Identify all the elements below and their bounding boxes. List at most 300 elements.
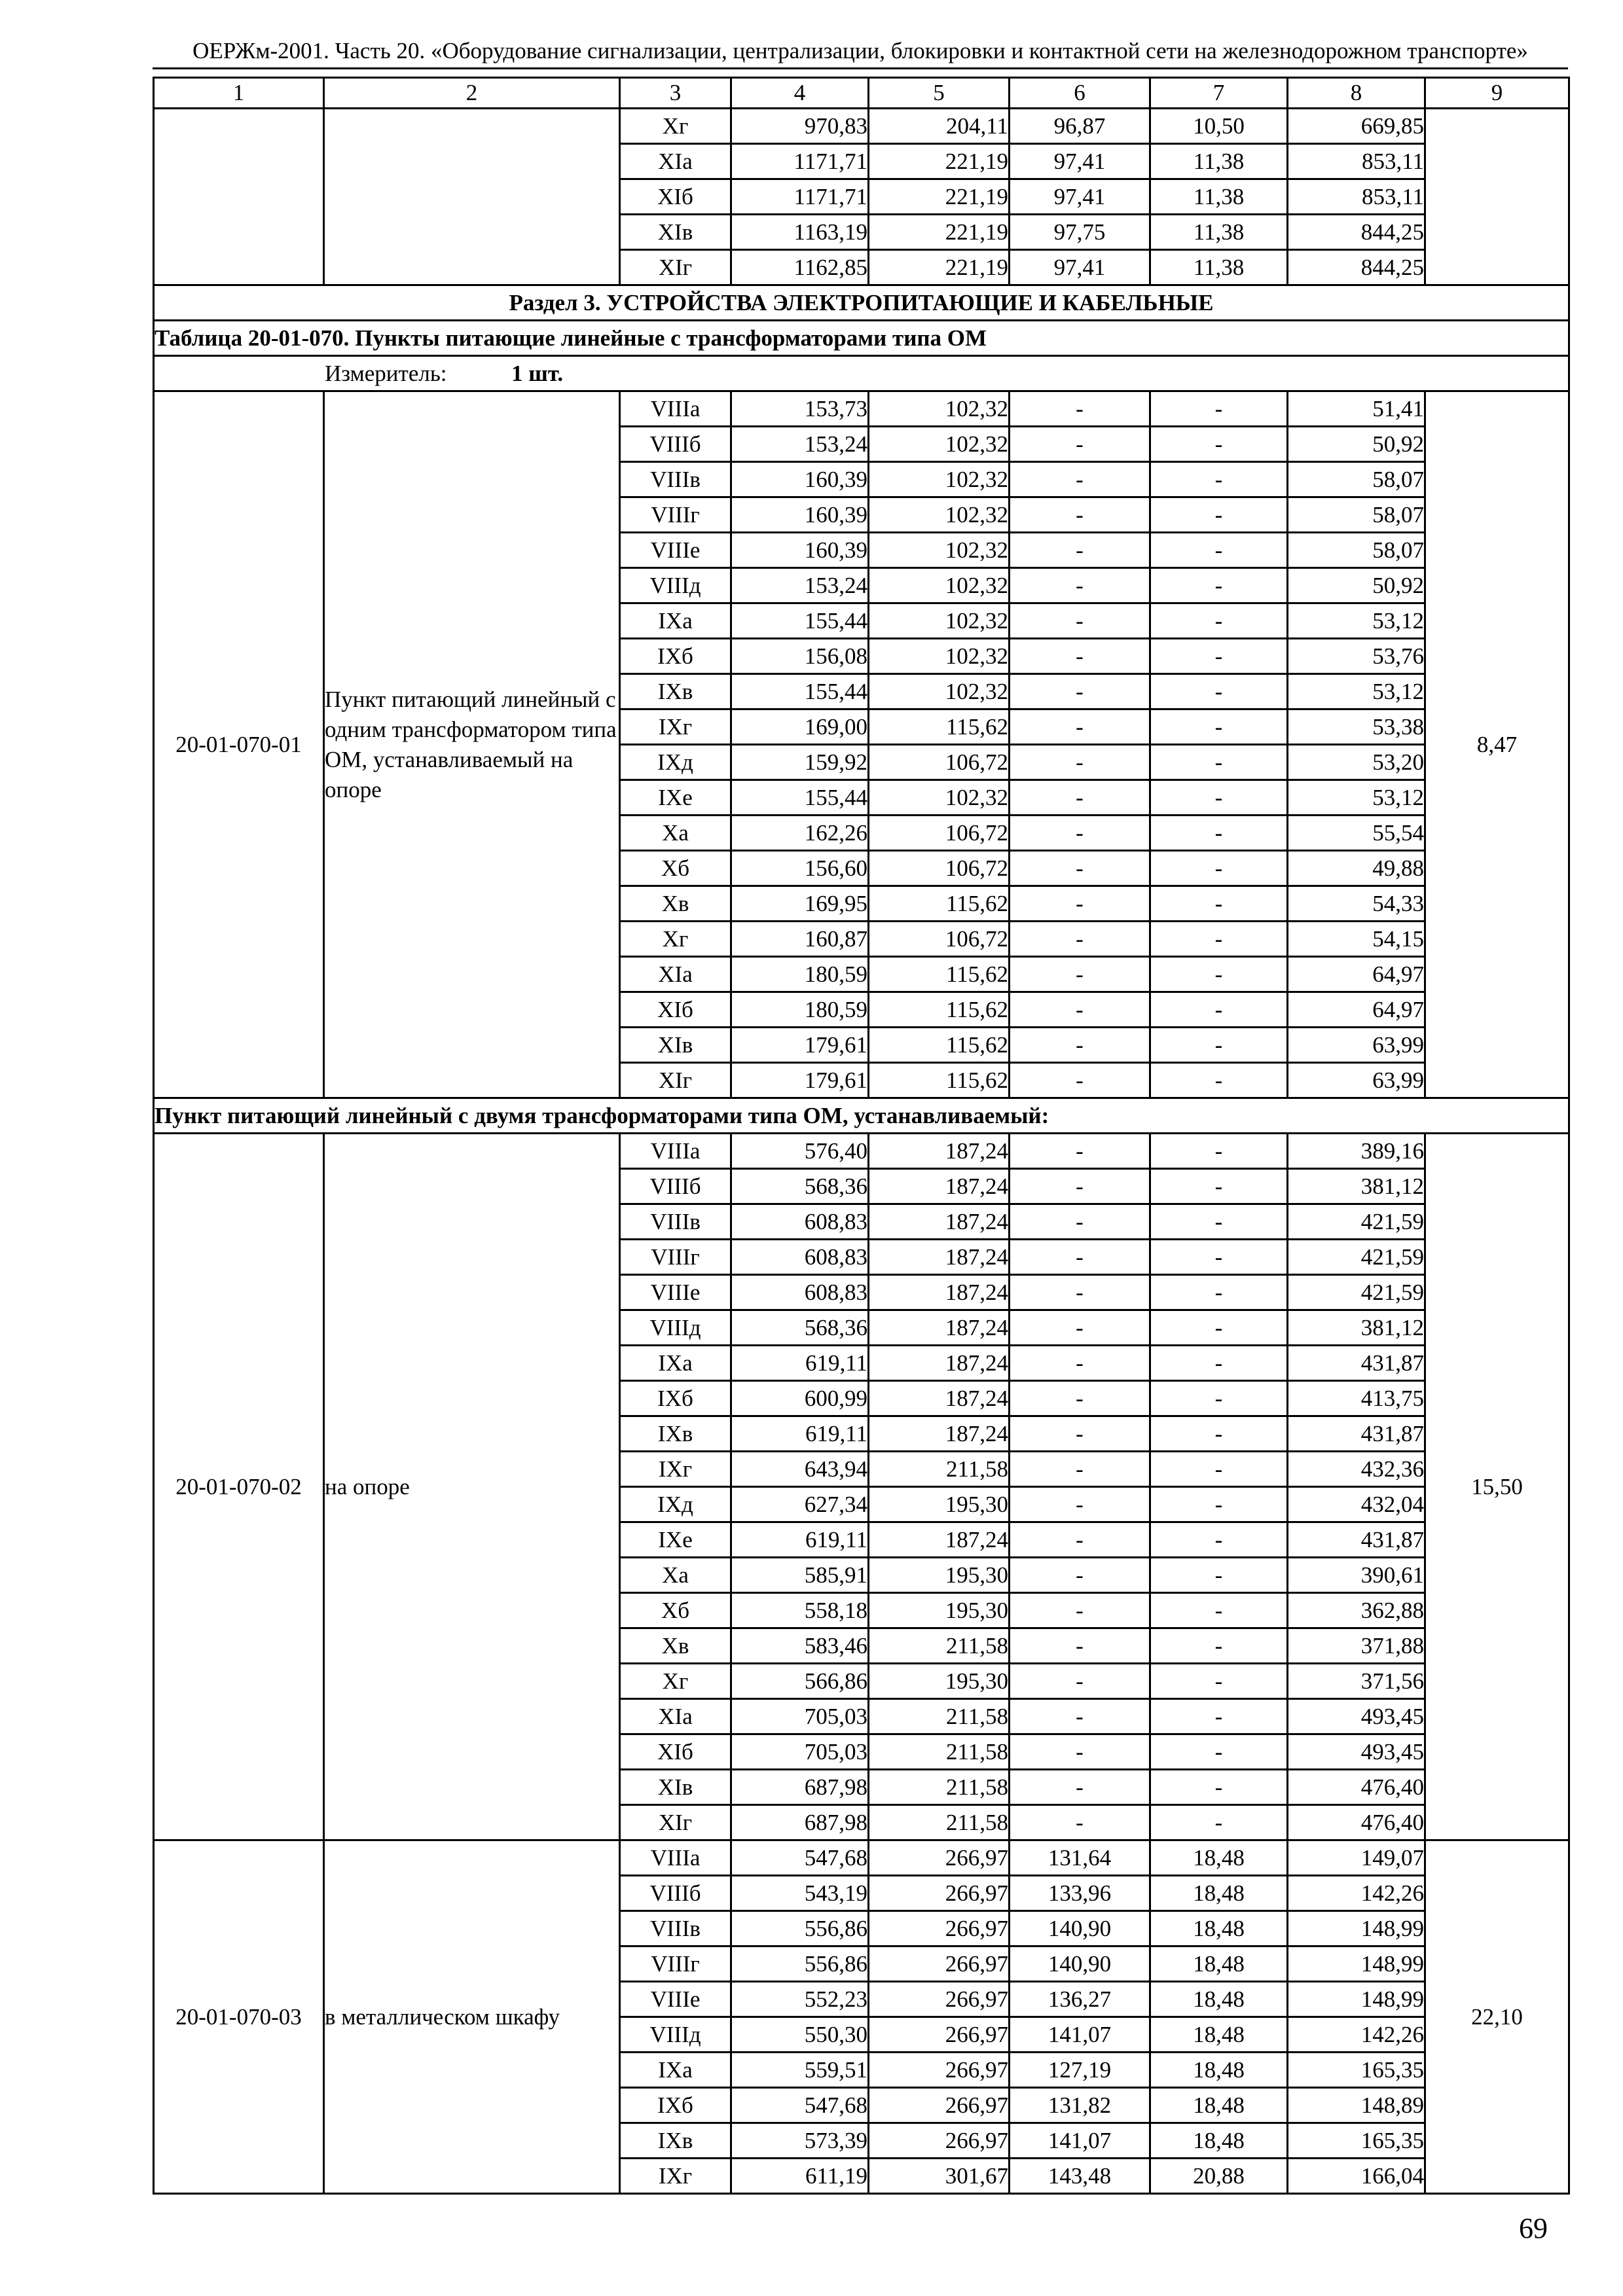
total-cost-cell: 160,87 (731, 922, 869, 957)
machinist-wages-cell: - (1150, 1381, 1288, 1416)
table-row (154, 1134, 1569, 1169)
total-cost-cell: 556,86 (731, 1911, 869, 1946)
total-cost-cell: 547,68 (731, 2088, 869, 2123)
zone-cell: Хг (620, 1664, 731, 1699)
machinist-wages-cell: - (1150, 780, 1288, 816)
machinist-wages-cell: 18,48 (1150, 1982, 1288, 2017)
description-cell: в металлическом шкафу (324, 1840, 620, 2194)
total-cost-cell: 169,00 (731, 709, 869, 745)
zone-cell: VIIIе (620, 1982, 731, 2017)
zone-cell: VIIIг (620, 1946, 731, 1982)
zone-cell: Хг (620, 922, 731, 957)
materials-cell: 431,87 (1288, 1346, 1425, 1381)
description-cell: Пункт питающий линейный с одним трансформатором типа ОМ, устанавливаемый на опоре (324, 391, 620, 1098)
wages-cell: 187,24 (869, 1310, 1010, 1346)
machinist-wages-cell: 20,88 (1150, 2159, 1288, 2194)
materials-cell: 432,04 (1288, 1487, 1425, 1522)
machinist-wages-cell: - (1150, 1558, 1288, 1593)
zone-cell: ХIв (620, 1770, 731, 1805)
wages-cell: 106,72 (869, 745, 1010, 780)
machinist-wages-cell: - (1150, 568, 1288, 603)
unit-cell (154, 356, 1569, 391)
total-cost-cell: 547,68 (731, 1840, 869, 1876)
machines-cell: 141,07 (1010, 2123, 1150, 2159)
materials-cell: 50,92 (1288, 568, 1425, 603)
materials-cell: 853,11 (1288, 179, 1425, 215)
total-cost-cell: 160,39 (731, 533, 869, 568)
machines-cell: - (1010, 1063, 1150, 1098)
total-cost-cell: 159,92 (731, 745, 869, 780)
materials-cell: 431,87 (1288, 1416, 1425, 1452)
labor-norm-cell: 15,50 (1425, 1134, 1569, 1840)
table-row (154, 391, 1569, 427)
zone-cell: Хв (620, 1628, 731, 1664)
machines-cell: 131,64 (1010, 1840, 1150, 1876)
column-number: 2 (324, 78, 620, 109)
total-cost-cell: 627,34 (731, 1487, 869, 1522)
machines-cell: - (1010, 1134, 1150, 1169)
zone-cell: IХг (620, 2159, 731, 2194)
code-cell: 20-01-070-03 (154, 1840, 324, 2194)
materials-cell: 493,45 (1288, 1699, 1425, 1734)
materials-cell: 165,35 (1288, 2123, 1425, 2159)
code-cell: 20-01-070-01 (154, 391, 324, 1098)
total-cost-cell: 687,98 (731, 1805, 869, 1840)
machines-cell: - (1010, 992, 1150, 1028)
materials-cell: 389,16 (1288, 1134, 1425, 1169)
unit-value: 1 шт. (511, 360, 564, 386)
zone-cell: IХа (620, 2053, 731, 2088)
materials-cell: 421,59 (1288, 1240, 1425, 1275)
total-cost-cell: 568,36 (731, 1169, 869, 1204)
machines-cell: - (1010, 603, 1150, 639)
machines-cell: 140,90 (1010, 1911, 1150, 1946)
machines-cell: - (1010, 1699, 1150, 1734)
zone-cell: IХг (620, 1452, 731, 1487)
materials-cell: 148,99 (1288, 1946, 1425, 1982)
materials-cell: 493,45 (1288, 1734, 1425, 1770)
wages-cell: 115,62 (869, 886, 1010, 922)
subheading-row (154, 1098, 1569, 1134)
zone-cell: ХIа (620, 1699, 731, 1734)
wages-cell: 211,58 (869, 1452, 1010, 1487)
zone-cell: ХIг (620, 1805, 731, 1840)
zone-cell: IХб (620, 639, 731, 674)
description-cell (324, 109, 620, 285)
zone-cell: IХа (620, 603, 731, 639)
machines-cell: 97,75 (1010, 215, 1150, 250)
wages-cell: 211,58 (869, 1770, 1010, 1805)
machinist-wages-cell: - (1150, 533, 1288, 568)
materials-cell: 142,26 (1288, 2017, 1425, 2053)
machinist-wages-cell: - (1150, 1452, 1288, 1487)
wages-cell: 102,32 (869, 533, 1010, 568)
wages-cell: 102,32 (869, 568, 1010, 603)
machinist-wages-cell: 18,48 (1150, 1911, 1288, 1946)
zone-cell: ХIв (620, 1028, 731, 1063)
materials-cell: 166,04 (1288, 2159, 1425, 2194)
running-header: ОЕРЖм-2001. Часть 20. «Оборудование сигнализации, централизации, блокировки и контактной сети на железнодорожном транспорте» (192, 38, 1528, 63)
description-cell: на опоре (324, 1134, 620, 1840)
machines-cell: - (1010, 957, 1150, 992)
machines-cell: - (1010, 462, 1150, 497)
machines-cell: - (1010, 1522, 1150, 1558)
wages-cell: 102,32 (869, 427, 1010, 462)
total-cost-cell: 160,39 (731, 497, 869, 533)
zone-cell: VIIIв (620, 1911, 731, 1946)
materials-cell: 362,88 (1288, 1593, 1425, 1628)
machines-cell: - (1010, 709, 1150, 745)
zone-cell: VIIIб (620, 1876, 731, 1911)
machines-cell: - (1010, 886, 1150, 922)
materials-cell: 381,12 (1288, 1310, 1425, 1346)
wages-cell: 211,58 (869, 1734, 1010, 1770)
total-cost-cell: 585,91 (731, 1558, 869, 1593)
materials-cell: 49,88 (1288, 851, 1425, 886)
materials-cell: 476,40 (1288, 1770, 1425, 1805)
materials-cell: 51,41 (1288, 391, 1425, 427)
column-number-row (154, 78, 1569, 109)
wages-cell: 187,24 (869, 1240, 1010, 1275)
zone-cell: IХг (620, 709, 731, 745)
machinist-wages-cell: 11,38 (1150, 144, 1288, 179)
machines-cell: 143,48 (1010, 2159, 1150, 2194)
wages-cell: 106,72 (869, 851, 1010, 886)
machines-cell: - (1010, 816, 1150, 851)
machinist-wages-cell: - (1150, 922, 1288, 957)
machines-cell: - (1010, 1275, 1150, 1310)
zone-cell: IХб (620, 2088, 731, 2123)
total-cost-cell: 568,36 (731, 1310, 869, 1346)
labor-norm-cell (1425, 109, 1569, 285)
machinist-wages-cell: 10,50 (1150, 109, 1288, 144)
materials-cell: 54,15 (1288, 922, 1425, 957)
total-cost-cell: 180,59 (731, 957, 869, 992)
total-cost-cell: 169,95 (731, 886, 869, 922)
zone-cell: ХIб (620, 1734, 731, 1770)
machines-cell: 141,07 (1010, 2017, 1150, 2053)
machines-cell: - (1010, 780, 1150, 816)
machinist-wages-cell: 18,48 (1150, 2053, 1288, 2088)
total-cost-cell: 543,19 (731, 1876, 869, 1911)
machinist-wages-cell: - (1150, 1770, 1288, 1805)
total-cost-cell: 156,60 (731, 851, 869, 886)
materials-cell: 142,26 (1288, 1876, 1425, 1911)
page-number: 69 (1519, 2212, 1548, 2244)
machines-cell: 133,96 (1010, 1876, 1150, 1911)
machinist-wages-cell: - (1150, 427, 1288, 462)
machines-cell: - (1010, 1664, 1150, 1699)
total-cost-cell: 155,44 (731, 603, 869, 639)
materials-cell: 58,07 (1288, 462, 1425, 497)
zone-cell: VIIIд (620, 568, 731, 603)
total-cost-cell: 155,44 (731, 780, 869, 816)
table-title-row (154, 321, 1569, 356)
machinist-wages-cell: - (1150, 639, 1288, 674)
total-cost-cell: 1171,71 (731, 144, 869, 179)
materials-cell: 64,97 (1288, 957, 1425, 992)
wages-cell: 266,97 (869, 2017, 1010, 2053)
machines-cell: 97,41 (1010, 144, 1150, 179)
machines-cell: - (1010, 1346, 1150, 1381)
zone-cell: VIIIв (620, 1204, 731, 1240)
wages-cell: 266,97 (869, 1911, 1010, 1946)
total-cost-cell: 552,23 (731, 1982, 869, 2017)
materials-cell: 853,11 (1288, 144, 1425, 179)
materials-cell: 844,25 (1288, 215, 1425, 250)
machines-cell: - (1010, 922, 1150, 957)
wages-cell: 102,32 (869, 603, 1010, 639)
total-cost-cell: 155,44 (731, 674, 869, 709)
materials-cell: 371,88 (1288, 1628, 1425, 1664)
machinist-wages-cell: - (1150, 1664, 1288, 1699)
materials-cell: 55,54 (1288, 816, 1425, 851)
subheading: Пункт питающий линейный с двумя трансформаторами типа ОМ, устанавливаемый: (154, 1098, 1569, 1134)
wages-cell: 211,58 (869, 1628, 1010, 1664)
total-cost-cell: 619,11 (731, 1416, 869, 1452)
total-cost-cell: 611,19 (731, 2159, 869, 2194)
zone-cell: Хб (620, 1593, 731, 1628)
machinist-wages-cell: - (1150, 992, 1288, 1028)
column-number: 6 (1010, 78, 1150, 109)
materials-cell: 50,92 (1288, 427, 1425, 462)
wages-cell: 221,19 (869, 250, 1010, 285)
materials-cell: 669,85 (1288, 109, 1425, 144)
machinist-wages-cell: - (1150, 957, 1288, 992)
zone-cell: ХIг (620, 1063, 731, 1098)
wages-cell: 301,67 (869, 2159, 1010, 2194)
machinist-wages-cell: - (1150, 1134, 1288, 1169)
zone-cell: VIIIа (620, 391, 731, 427)
unit-row (154, 356, 1569, 391)
zone-cell: Хг (620, 109, 731, 144)
zone-cell: VIIIд (620, 2017, 731, 2053)
machines-cell: 97,41 (1010, 250, 1150, 285)
column-number: 5 (869, 78, 1010, 109)
materials-cell: 63,99 (1288, 1063, 1425, 1098)
total-cost-cell: 558,18 (731, 1593, 869, 1628)
machines-cell: - (1010, 1487, 1150, 1522)
machinist-wages-cell: - (1150, 1593, 1288, 1628)
machinist-wages-cell: - (1150, 674, 1288, 709)
machines-cell: - (1010, 1381, 1150, 1416)
materials-cell: 53,12 (1288, 780, 1425, 816)
materials-cell: 371,56 (1288, 1664, 1425, 1699)
machines-cell: - (1010, 674, 1150, 709)
zone-cell: Хв (620, 886, 731, 922)
wages-cell: 187,24 (869, 1204, 1010, 1240)
materials-cell: 421,59 (1288, 1275, 1425, 1310)
materials-cell: 432,36 (1288, 1452, 1425, 1487)
wages-cell: 266,97 (869, 2123, 1010, 2159)
machinist-wages-cell: - (1150, 497, 1288, 533)
machinist-wages-cell: - (1150, 1240, 1288, 1275)
materials-cell: 476,40 (1288, 1805, 1425, 1840)
table-body (154, 78, 1569, 2194)
wages-cell: 195,30 (869, 1487, 1010, 1522)
machines-cell: - (1010, 533, 1150, 568)
column-number: 9 (1425, 78, 1569, 109)
wages-cell: 221,19 (869, 144, 1010, 179)
wages-cell: 102,32 (869, 780, 1010, 816)
machines-cell: - (1010, 568, 1150, 603)
wages-cell: 106,72 (869, 816, 1010, 851)
machinist-wages-cell: - (1150, 886, 1288, 922)
total-cost-cell: 970,83 (731, 109, 869, 144)
materials-cell: 53,76 (1288, 639, 1425, 674)
wages-cell: 187,24 (869, 1381, 1010, 1416)
machinist-wages-cell: - (1150, 1275, 1288, 1310)
machines-cell: 96,87 (1010, 109, 1150, 144)
total-cost-cell: 162,26 (731, 816, 869, 851)
total-cost-cell: 643,94 (731, 1452, 869, 1487)
table-title: Таблица 20-01-070. Пункты питающие линейные с трансформаторами типа ОМ (154, 321, 1569, 356)
machinist-wages-cell: - (1150, 1699, 1288, 1734)
zone-cell: IХд (620, 1487, 731, 1522)
materials-cell: 53,12 (1288, 674, 1425, 709)
total-cost-cell: 608,83 (731, 1204, 869, 1240)
wages-cell: 266,97 (869, 1876, 1010, 1911)
wages-cell: 211,58 (869, 1805, 1010, 1840)
zone-cell: IХв (620, 1416, 731, 1452)
materials-cell: 53,38 (1288, 709, 1425, 745)
machinist-wages-cell: - (1150, 1734, 1288, 1770)
section-title: Раздел 3. УСТРОЙСТВА ЭЛЕКТРОПИТАЮЩИЕ И КАБЕЛЬНЫЕ (154, 285, 1569, 321)
machines-cell: - (1010, 497, 1150, 533)
wages-cell: 266,97 (869, 1946, 1010, 1982)
materials-cell: 148,89 (1288, 2088, 1425, 2123)
zone-cell: VIIIб (620, 427, 731, 462)
machinist-wages-cell: - (1150, 709, 1288, 745)
zone-cell: IХа (620, 1346, 731, 1381)
zone-cell: ХIв (620, 215, 731, 250)
total-cost-cell: 179,61 (731, 1063, 869, 1098)
zone-cell: ХIб (620, 179, 731, 215)
total-cost-cell: 1162,85 (731, 250, 869, 285)
wages-cell: 187,24 (869, 1522, 1010, 1558)
zone-cell: IХв (620, 2123, 731, 2159)
zone-cell: IХе (620, 1522, 731, 1558)
machines-cell: - (1010, 1452, 1150, 1487)
materials-cell: 148,99 (1288, 1982, 1425, 2017)
machinist-wages-cell: - (1150, 1522, 1288, 1558)
machines-cell: - (1010, 1240, 1150, 1275)
machines-cell: 140,90 (1010, 1946, 1150, 1982)
code-cell (154, 109, 324, 285)
wages-cell: 102,32 (869, 674, 1010, 709)
wages-cell: 195,30 (869, 1558, 1010, 1593)
unit-label: Измеритель: (325, 360, 447, 386)
materials-cell: 390,61 (1288, 1558, 1425, 1593)
wages-cell: 195,30 (869, 1664, 1010, 1699)
machinist-wages-cell: - (1150, 1310, 1288, 1346)
materials-cell: 58,07 (1288, 497, 1425, 533)
total-cost-cell: 705,03 (731, 1734, 869, 1770)
machinist-wages-cell: 18,48 (1150, 1876, 1288, 1911)
machinist-wages-cell: - (1150, 745, 1288, 780)
total-cost-cell: 687,98 (731, 1770, 869, 1805)
total-cost-cell: 619,11 (731, 1346, 869, 1381)
machinist-wages-cell: - (1150, 1628, 1288, 1664)
machines-cell: - (1010, 1593, 1150, 1628)
wages-cell: 266,97 (869, 1840, 1010, 1876)
machines-cell: - (1010, 1770, 1150, 1805)
machines-cell: - (1010, 1310, 1150, 1346)
materials-cell: 421,59 (1288, 1204, 1425, 1240)
machinist-wages-cell: - (1150, 1346, 1288, 1381)
zone-cell: VIIIг (620, 1240, 731, 1275)
machines-cell: 136,27 (1010, 1982, 1150, 2017)
wages-cell: 266,97 (869, 2053, 1010, 2088)
materials-cell: 53,12 (1288, 603, 1425, 639)
wages-cell: 221,19 (869, 215, 1010, 250)
machinist-wages-cell: - (1150, 851, 1288, 886)
machinist-wages-cell: 18,48 (1150, 1946, 1288, 1982)
machines-cell: - (1010, 391, 1150, 427)
machines-cell: 97,41 (1010, 179, 1150, 215)
wages-cell: 102,32 (869, 497, 1010, 533)
total-cost-cell: 180,59 (731, 992, 869, 1028)
machines-cell: - (1010, 1169, 1150, 1204)
machines-cell: - (1010, 427, 1150, 462)
column-number: 1 (154, 78, 324, 109)
materials-cell: 63,99 (1288, 1028, 1425, 1063)
wages-cell: 115,62 (869, 709, 1010, 745)
total-cost-cell: 1163,19 (731, 215, 869, 250)
wages-cell: 187,24 (869, 1169, 1010, 1204)
machines-cell: - (1010, 1558, 1150, 1593)
materials-cell: 844,25 (1288, 250, 1425, 285)
machinist-wages-cell: - (1150, 1028, 1288, 1063)
machinist-wages-cell: 18,48 (1150, 1840, 1288, 1876)
total-cost-cell: 153,24 (731, 427, 869, 462)
code-cell: 20-01-070-02 (154, 1134, 324, 1840)
wages-cell: 266,97 (869, 2088, 1010, 2123)
total-cost-cell: 600,99 (731, 1381, 869, 1416)
column-number: 8 (1288, 78, 1425, 109)
wages-cell: 115,62 (869, 992, 1010, 1028)
machinist-wages-cell: - (1150, 1416, 1288, 1452)
wages-cell: 187,24 (869, 1416, 1010, 1452)
materials-cell: 54,33 (1288, 886, 1425, 922)
wages-cell: 115,62 (869, 957, 1010, 992)
total-cost-cell: 566,86 (731, 1664, 869, 1699)
wages-cell: 106,72 (869, 922, 1010, 957)
labor-norm-cell: 8,47 (1425, 391, 1569, 1098)
total-cost-cell: 160,39 (731, 462, 869, 497)
wages-cell: 187,24 (869, 1134, 1010, 1169)
machines-cell: - (1010, 1028, 1150, 1063)
zone-cell: VIIIа (620, 1134, 731, 1169)
machinist-wages-cell: 18,48 (1150, 2123, 1288, 2159)
machinist-wages-cell: 11,38 (1150, 215, 1288, 250)
total-cost-cell: 583,46 (731, 1628, 869, 1664)
machinist-wages-cell: - (1150, 391, 1288, 427)
machines-cell: 131,82 (1010, 2088, 1150, 2123)
wages-cell: 204,11 (869, 109, 1010, 144)
materials-cell: 413,75 (1288, 1381, 1425, 1416)
zone-cell: VIIIа (620, 1840, 731, 1876)
column-number: 7 (1150, 78, 1288, 109)
total-cost-cell: 179,61 (731, 1028, 869, 1063)
zone-cell: VIIIд (620, 1310, 731, 1346)
zone-cell: ХIг (620, 250, 731, 285)
machinist-wages-cell: - (1150, 1487, 1288, 1522)
zone-cell: IХв (620, 674, 731, 709)
machines-cell: - (1010, 1805, 1150, 1840)
table-row (154, 109, 1569, 144)
zone-cell: Ха (620, 816, 731, 851)
